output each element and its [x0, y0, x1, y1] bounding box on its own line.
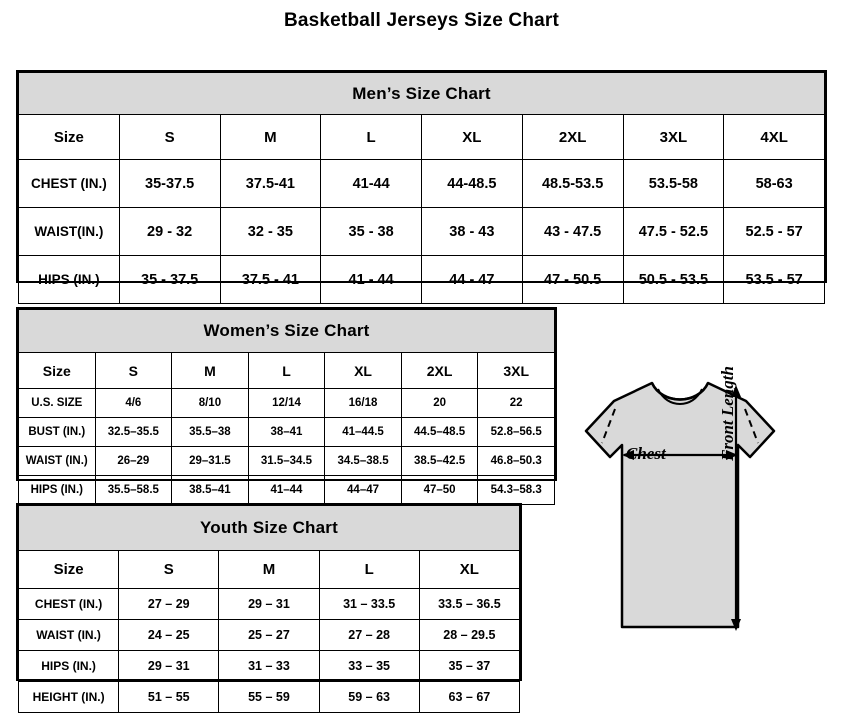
cell: 33.5 – 36.5 [419, 589, 519, 620]
column-header-xl: XL [325, 353, 402, 389]
cell: 43 - 47.5 [522, 208, 623, 256]
column-header-m: M [220, 115, 321, 160]
cell: 35 - 38 [321, 208, 422, 256]
cell: 32.5–35.5 [95, 418, 172, 447]
cell: 51 – 55 [119, 682, 219, 713]
youth-chart-caption: Youth Size Chart [19, 506, 520, 551]
shirt-measurement-diagram [540, 365, 835, 677]
column-header-s: S [95, 353, 172, 389]
cell: 8/10 [172, 389, 249, 418]
cell: 31 – 33 [219, 651, 319, 682]
cell: 38 - 43 [422, 208, 523, 256]
column-header-l: L [319, 551, 419, 589]
cell: 37.5 - 41 [220, 256, 321, 304]
cell: 35.5–58.5 [95, 476, 172, 505]
mens-size-chart [16, 70, 827, 288]
cell: 38.5–41 [172, 476, 249, 505]
cell: 47–50 [401, 476, 478, 505]
cell: 38–41 [248, 418, 325, 447]
womens-size-chart [16, 307, 557, 496]
cell: 38.5–42.5 [401, 447, 478, 476]
womens-size-table [18, 309, 555, 505]
cell: 35 - 37.5 [119, 256, 220, 304]
cell: 46.8–50.3 [478, 447, 555, 476]
cell: 41–44 [248, 476, 325, 505]
table-row [19, 682, 520, 713]
table-caption-row [19, 310, 555, 353]
cell: 24 – 25 [119, 620, 219, 651]
cell: 35 – 37 [419, 651, 519, 682]
cell: 31 – 33.5 [319, 589, 419, 620]
tshirt-outline [586, 383, 774, 627]
cell: 25 – 27 [219, 620, 319, 651]
cell: 41–44.5 [325, 418, 402, 447]
column-header-xl: XL [419, 551, 519, 589]
table-row [19, 418, 555, 447]
row-label: CHEST (IN.) [19, 589, 119, 620]
cell: 54.3–58.3 [478, 476, 555, 505]
cell: 33 – 35 [319, 651, 419, 682]
table-row [19, 620, 520, 651]
column-header-l: L [321, 115, 422, 160]
table-caption-row [19, 506, 520, 551]
mens-size-table [18, 72, 825, 304]
column-header-4xl: 4XL [724, 115, 825, 160]
row-label: CHEST (IN.) [19, 160, 120, 208]
cell: 50.5 - 53.5 [623, 256, 724, 304]
table-row [19, 476, 555, 505]
column-header-2xl: 2XL [401, 353, 478, 389]
cell: 63 – 67 [419, 682, 519, 713]
row-label: HIPS (IN.) [19, 651, 119, 682]
table-row [19, 651, 520, 682]
row-label: U.S. SIZE [19, 389, 96, 418]
column-header-s: S [119, 551, 219, 589]
cell: 44–47 [325, 476, 402, 505]
column-header-s: S [119, 115, 220, 160]
cell: 29–31.5 [172, 447, 249, 476]
cell: 47 - 50.5 [522, 256, 623, 304]
table-header-row [19, 115, 825, 160]
cell: 29 – 31 [219, 589, 319, 620]
column-header-xl: XL [422, 115, 523, 160]
column-header-2xl: 2XL [522, 115, 623, 160]
table-header-row [19, 353, 555, 389]
cell: 59 – 63 [319, 682, 419, 713]
cell: 22 [478, 389, 555, 418]
cell: 28 – 29.5 [419, 620, 519, 651]
cell: 58-63 [724, 160, 825, 208]
cell: 16/18 [325, 389, 402, 418]
cell: 52.8–56.5 [478, 418, 555, 447]
cell: 53.5-58 [623, 160, 724, 208]
cell: 20 [401, 389, 478, 418]
column-header-l: L [248, 353, 325, 389]
page-title: Basketball Jerseys Size Chart [283, 10, 560, 31]
cell: 29 - 32 [119, 208, 220, 256]
cell: 26–29 [95, 447, 172, 476]
cell: 52.5 - 57 [724, 208, 825, 256]
column-header-3xl: 3XL [478, 353, 555, 389]
cell: 41 - 44 [321, 256, 422, 304]
womens-chart-caption: Women’s Size Chart [19, 310, 555, 353]
column-header-m: M [219, 551, 319, 589]
youth-size-table [18, 505, 520, 713]
cell: 29 – 31 [119, 651, 219, 682]
cell: 41-44 [321, 160, 422, 208]
column-header-size: Size [19, 551, 119, 589]
cell: 44-48.5 [422, 160, 523, 208]
row-label: HIPS (IN.) [19, 256, 120, 304]
cell: 12/14 [248, 389, 325, 418]
table-row [19, 589, 520, 620]
table-row [19, 208, 825, 256]
table-row [19, 256, 825, 304]
column-header-m: M [172, 353, 249, 389]
row-label: HIPS (IN.) [19, 476, 96, 505]
cell: 32 - 35 [220, 208, 321, 256]
table-row [19, 389, 555, 418]
row-label: WAIST (IN.) [19, 620, 119, 651]
row-label: WAIST(IN.) [19, 208, 120, 256]
table-row [19, 447, 555, 476]
table-row [19, 160, 825, 208]
cell: 53.5 - 57 [724, 256, 825, 304]
cell: 27 – 28 [319, 620, 419, 651]
cell: 4/6 [95, 389, 172, 418]
cell: 37.5-41 [220, 160, 321, 208]
cell: 34.5–38.5 [325, 447, 402, 476]
column-header-size: Size [19, 115, 120, 160]
cell: 48.5-53.5 [522, 160, 623, 208]
cell: 31.5–34.5 [248, 447, 325, 476]
mens-chart-caption: Men’s Size Chart [19, 73, 825, 115]
column-header-3xl: 3XL [623, 115, 724, 160]
column-header-size: Size [19, 353, 96, 389]
cell: 47.5 - 52.5 [623, 208, 724, 256]
cell: 44 - 47 [422, 256, 523, 304]
cell: 27 – 29 [119, 589, 219, 620]
cell: 44.5–48.5 [401, 418, 478, 447]
cell: 55 – 59 [219, 682, 319, 713]
row-label: HEIGHT (IN.) [19, 682, 119, 713]
cell: 35-37.5 [119, 160, 220, 208]
table-caption-row [19, 73, 825, 115]
chest-label: Chest [626, 444, 666, 463]
youth-size-chart [16, 503, 522, 704]
front-length-label: Front Length [718, 366, 737, 461]
tshirt-icon [540, 365, 835, 677]
row-label: BUST (IN.) [19, 418, 96, 447]
cell: 35.5–38 [172, 418, 249, 447]
row-label: WAIST (IN.) [19, 447, 96, 476]
table-header-row [19, 551, 520, 589]
